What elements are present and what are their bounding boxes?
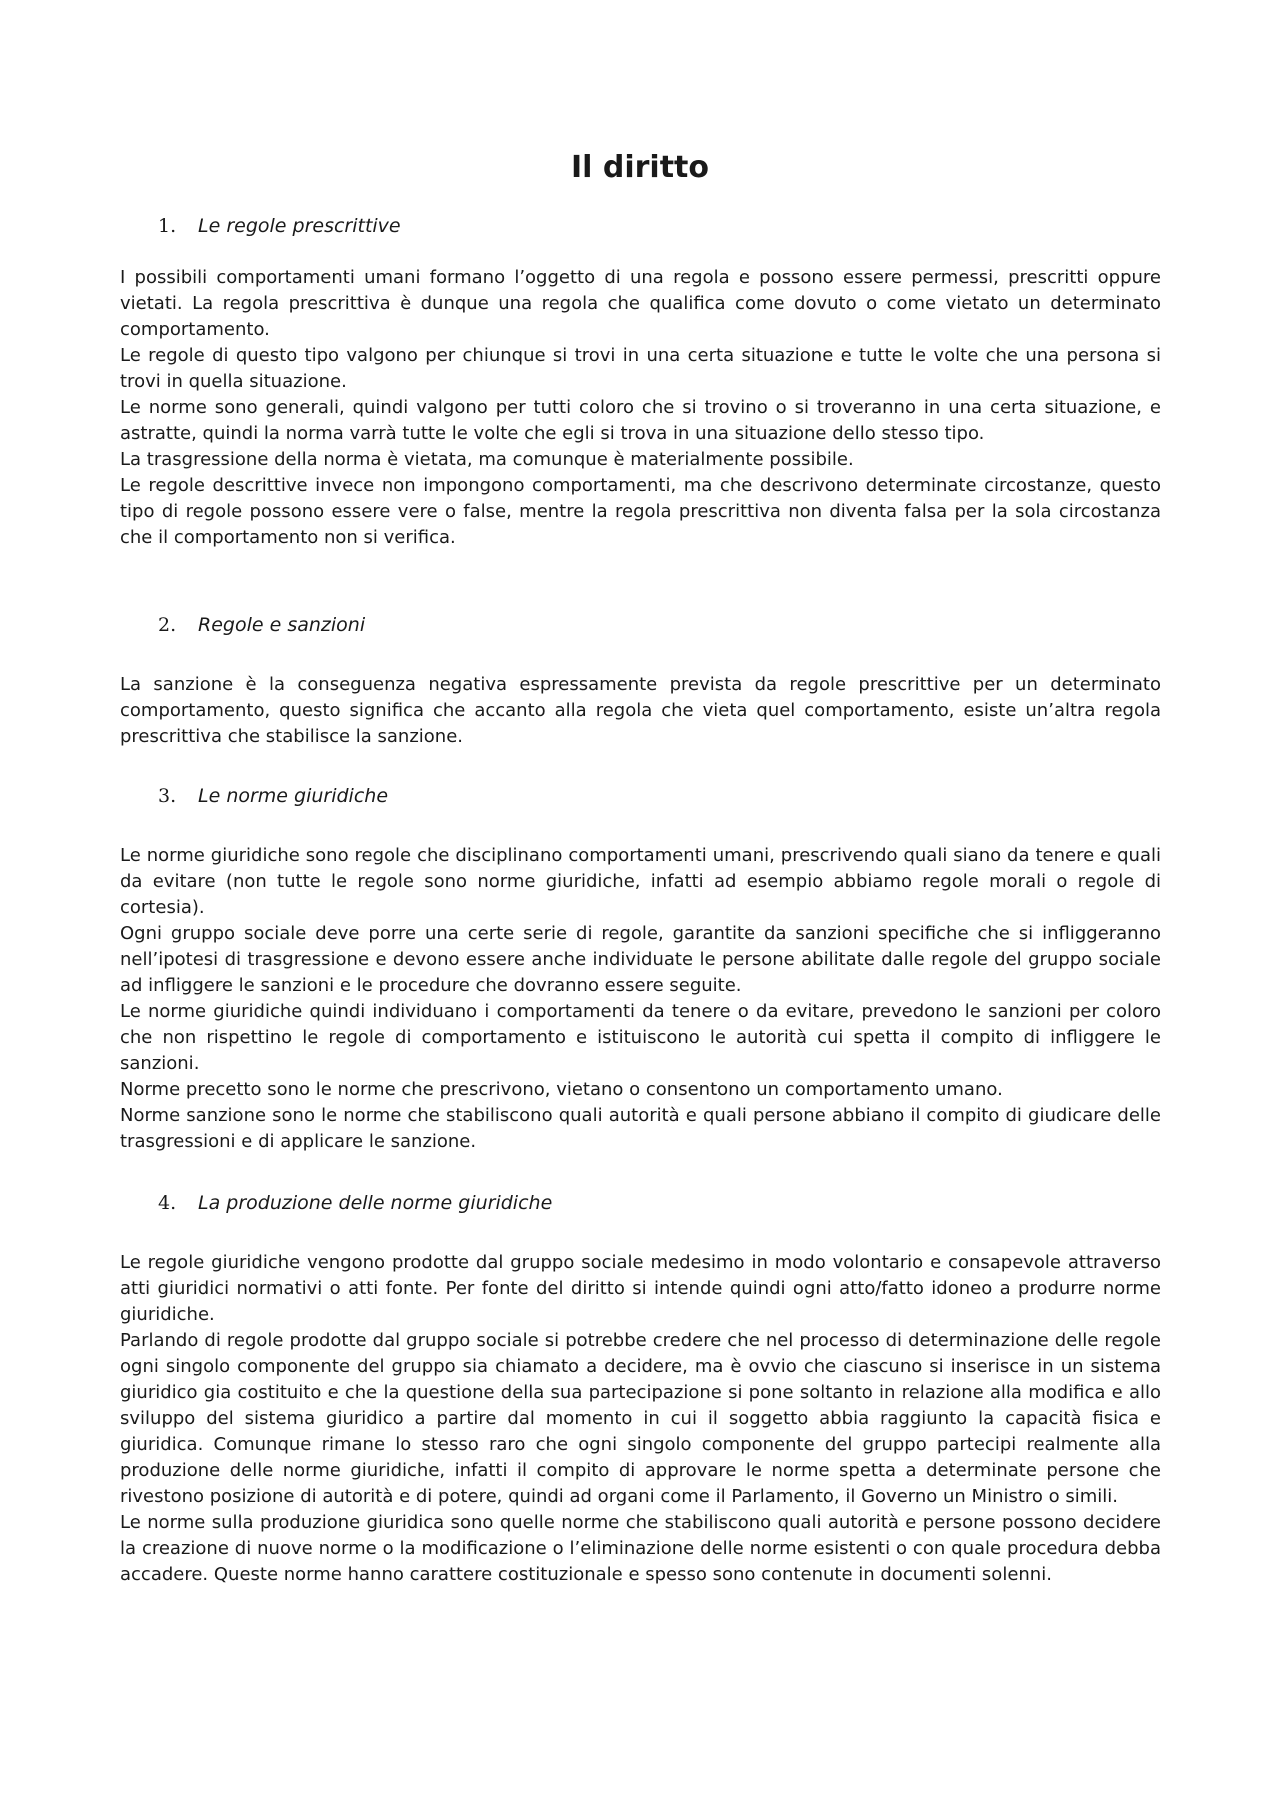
paragraph: I possibili comportamenti umani formano l’oggetto di una regola e possono essere permessi, prescritti oppure vietati. La regola prescrittiva è dunque una regola che qualifica come dovuto o come vietato un determinato comportamento. [120,267,1161,340]
section-heading-3 [158,784,388,808]
paragraph: Norme sanzione sono le norme che stabiliscono quali autorità e quali persone abbiano il compito di giudicare delle trasgressioni e di applicare le sanzione. [120,1105,1161,1152]
paragraph: Le norme sono generali, quindi valgono per tutti coloro che si trovino o si troveranno in una certa situazione, e astratte, quindi la norma varrà tutte le volte che egli si trova in una situazione dello stesso tipo. [120,397,1161,444]
section-number: 3. [158,785,177,807]
section-number: 2. [158,614,177,636]
section-heading-4 [158,1191,552,1215]
section-title: Regole e sanzioni [198,614,366,636]
paragraph: La sanzione è la conseguenza negativa espressamente prevista da regole prescrittive per un determinato comportamento, questo significa che accanto alla regola che vieta quel comportamento, esiste un’altra regola prescrittiva che stabilisce la sanzione. [120,674,1161,747]
paragraph: Le regole giuridiche vengono prodotte dal gruppo sociale medesimo in modo volontario e consapevole attraverso atti giuridici normativi o atti fonte. Per fonte del diritto si intende quindi ogni atto/fatto idoneo a produrre norme giuridiche. [120,1252,1161,1325]
section-body-4 [120,1250,1161,1588]
section-heading-1 [158,214,401,238]
section-number: 4. [158,1192,177,1214]
paragraph: Parlando di regole prodotte dal gruppo sociale si potrebbe credere che nel processo di determinazione delle regole ogni singolo componente del gruppo sia chiamato a decidere, ma è ovvio che ciascuno si inserisce in un sistema giuridico gia costituito e che la questione della sua partecipazione si pone soltanto in relazione alla modifica e allo sviluppo del sistema giuridico a partire dal momento in cui il soggetto abbia raggiunto la capacità fisica e giuridica. Comunque rimane lo stesso raro che ogni singolo componente del gruppo partecipi realmente alla produzione delle norme giuridiche, infatti il compito di approvare le norme spetta a determinate persone che rivestono posizione di autorità e di potere, quindi ad organi come il Parlamento, il Governo un Ministro o simili. [120,1330,1161,1507]
section-heading-2 [158,613,365,637]
paragraph: Ogni gruppo sociale deve porre una certe serie di regole, garantite da sanzioni specifiche che si infliggeranno nell’ipotesi di trasgressione e devono essere anche individuate le persone abilitate dalle regole del gruppo sociale ad infliggere le sanzioni e le procedure che dovranno essere seguite. [120,923,1161,996]
section-title: La produzione delle norme giuridiche [198,1192,553,1214]
paragraph: Le norme giuridiche quindi individuano i comportamenti da tenere o da evitare, prevedono le sanzioni per coloro che non rispettino le regole di comportamento e istituiscono le autorità cui spetta il compito di infliggere le sanzioni. [120,1001,1161,1074]
paragraph: Le norme giuridiche sono regole che disciplinano comportamenti umani, prescrivendo quali siano da tenere e quali da evitare (non tutte le regole sono norme giuridiche, infatti ad esempio abbiamo regole morali o regole di cortesia). [120,845,1161,918]
section-body-2 [120,672,1161,750]
paragraph: Le regole descrittive invece non impongono comportamenti, ma che descrivono determinate circostanze, questo tipo di regole possono essere vere o false, mentre la regola prescrittiva non diventa falsa per la sola circostanza che il comportamento non si verifica. [120,475,1161,548]
paragraph: Norme precetto sono le norme che prescrivono, vietano o consentono un comportamento umano. [120,1079,1003,1100]
section-title: Le norme giuridiche [198,785,389,807]
section-number: 1. [158,215,177,237]
paragraph: La trasgressione della norma è vietata, ma comunque è materialmente possibile. [120,449,854,470]
section-title: Le regole prescrittive [198,215,401,237]
document-title: Il diritto [570,150,710,185]
paragraph: Le norme sulla produzione giuridica sono quelle norme che stabiliscono quali autorità e persone possono decidere la creazione di nuove norme o la modificazione o l’eliminazione delle norme esistenti o con quale procedura debba accadere. Queste norme hanno carattere costituzionale e spesso sono contenute in documenti solenni. [120,1512,1161,1585]
paragraph: Le regole di questo tipo valgono per chiunque si trovi in una certa situazione e tutte le volte che una persona si trovi in quella situazione. [120,345,1161,392]
section-body-3 [120,843,1161,1155]
section-body-1 [120,265,1161,551]
